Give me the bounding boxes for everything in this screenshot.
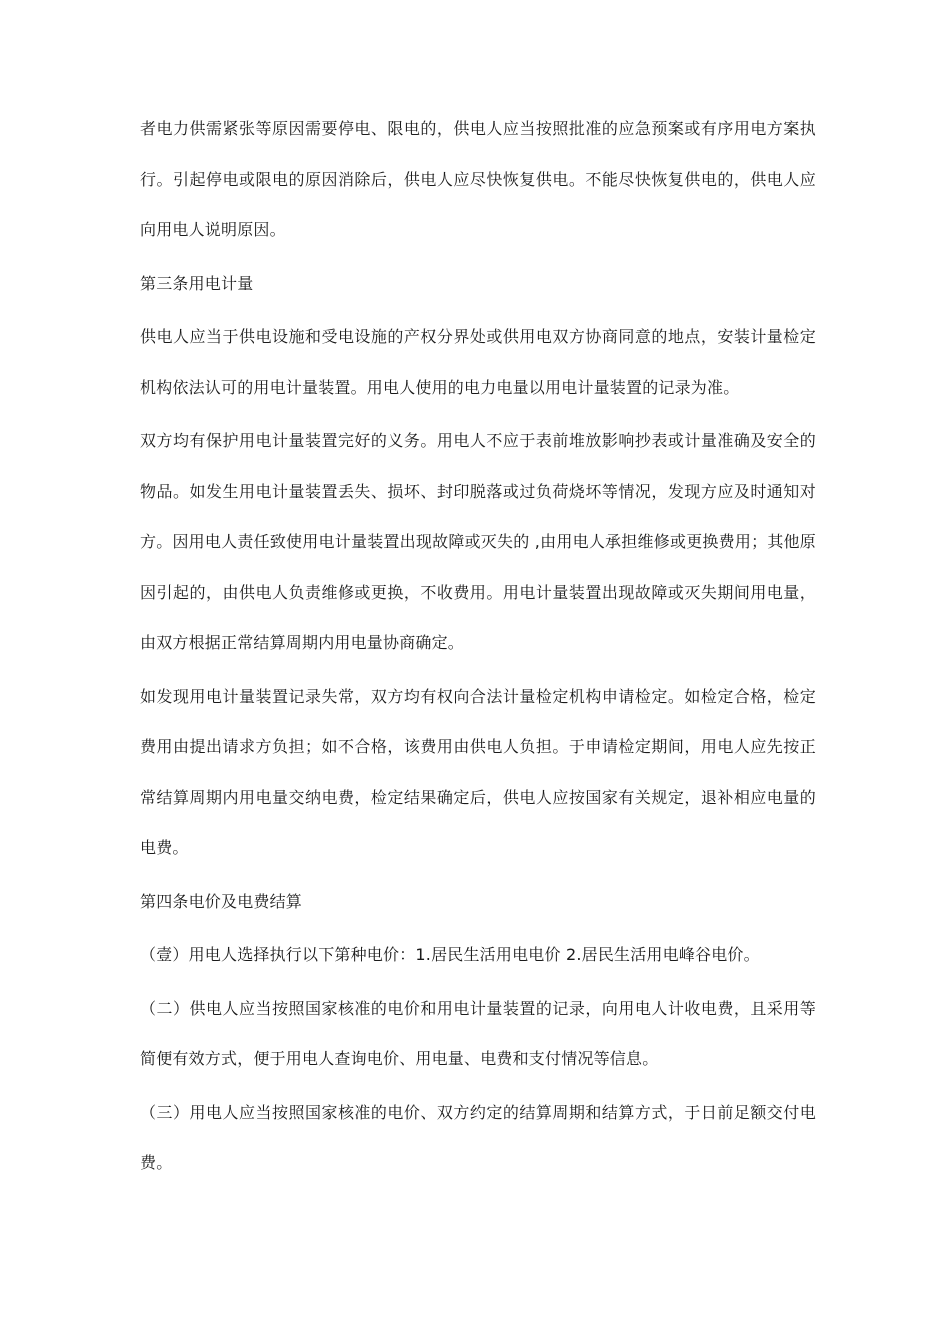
paragraph-power-outage: 者电力供需紧张等原因需要停电、限电的，供电人应当按照批准的应急预案或有序用电方案执行。引起停电或限电的原因消除后，供电人应尽快恢复供电。不能尽快恢复供电的，供电人应向用电人说明原因。 xyxy=(140,119,816,239)
paragraph-price-selection: （壹）用电人选择执行以下第种电价：1.居民生活用电电价 2.居民生活用电峰谷电价。 xyxy=(140,945,760,964)
heading-article-3-metering: 第三条用电计量 xyxy=(140,273,254,293)
heading-article-4-pricing: 第四条电价及电费结算 xyxy=(140,891,303,911)
paragraph-meter-verification: 如发现用电计量装置记录失常，双方均有权向合法计量检定机构申请检定。如检定合格，检定费用由提出请求方负担；如不合格，该费用由供电人负担。于申请检定期间，用电人应先按正常结算周期内用电量交纳电费，检定结果确定后，供电人应按国家有关规定，退补相应电量的电费。 xyxy=(140,686,816,857)
paragraph-meter-installation: 供电人应当于供电设施和受电设施的产权分界处或供用电双方协商同意的地点，安装计量检定机构依法认可的用电计量装置。用电人使用的电力电量以用电计量装置的记录为准。 xyxy=(140,327,816,397)
paragraph-billing: （二）供电人应当按照国家核准的电价和用电计量装置的记录，向用电人计收电费，且采用等简便有效方式，便于用电人查询电价、用电量、电费和支付情况等信息。 xyxy=(140,998,816,1068)
document-page xyxy=(140,104,816,1189)
paragraph-meter-protection: 双方均有保护用电计量装置完好的义务。用电人不应于表前堆放影响抄表或计量准确及安全的物品。如发生用电计量装置丢失、损坏、封印脱落或过负荷烧坏等情况，发现方应及时通知对方。因用电人责任致使用电计量装置出现故障或灭失的 ,由用电人承担维修或更换费用；其他原因引起的，由供电人负责维修或更换，不收费用。用电计量装置出现故障或灭失期间用电量，由双方根据正常结算周期内用电量协商确定。 xyxy=(140,431,816,652)
paragraph-payment: （三）用电人应当按照国家核准的电价、双方约定的结算周期和结算方式，于日前足额交付电费。 xyxy=(140,1102,816,1172)
